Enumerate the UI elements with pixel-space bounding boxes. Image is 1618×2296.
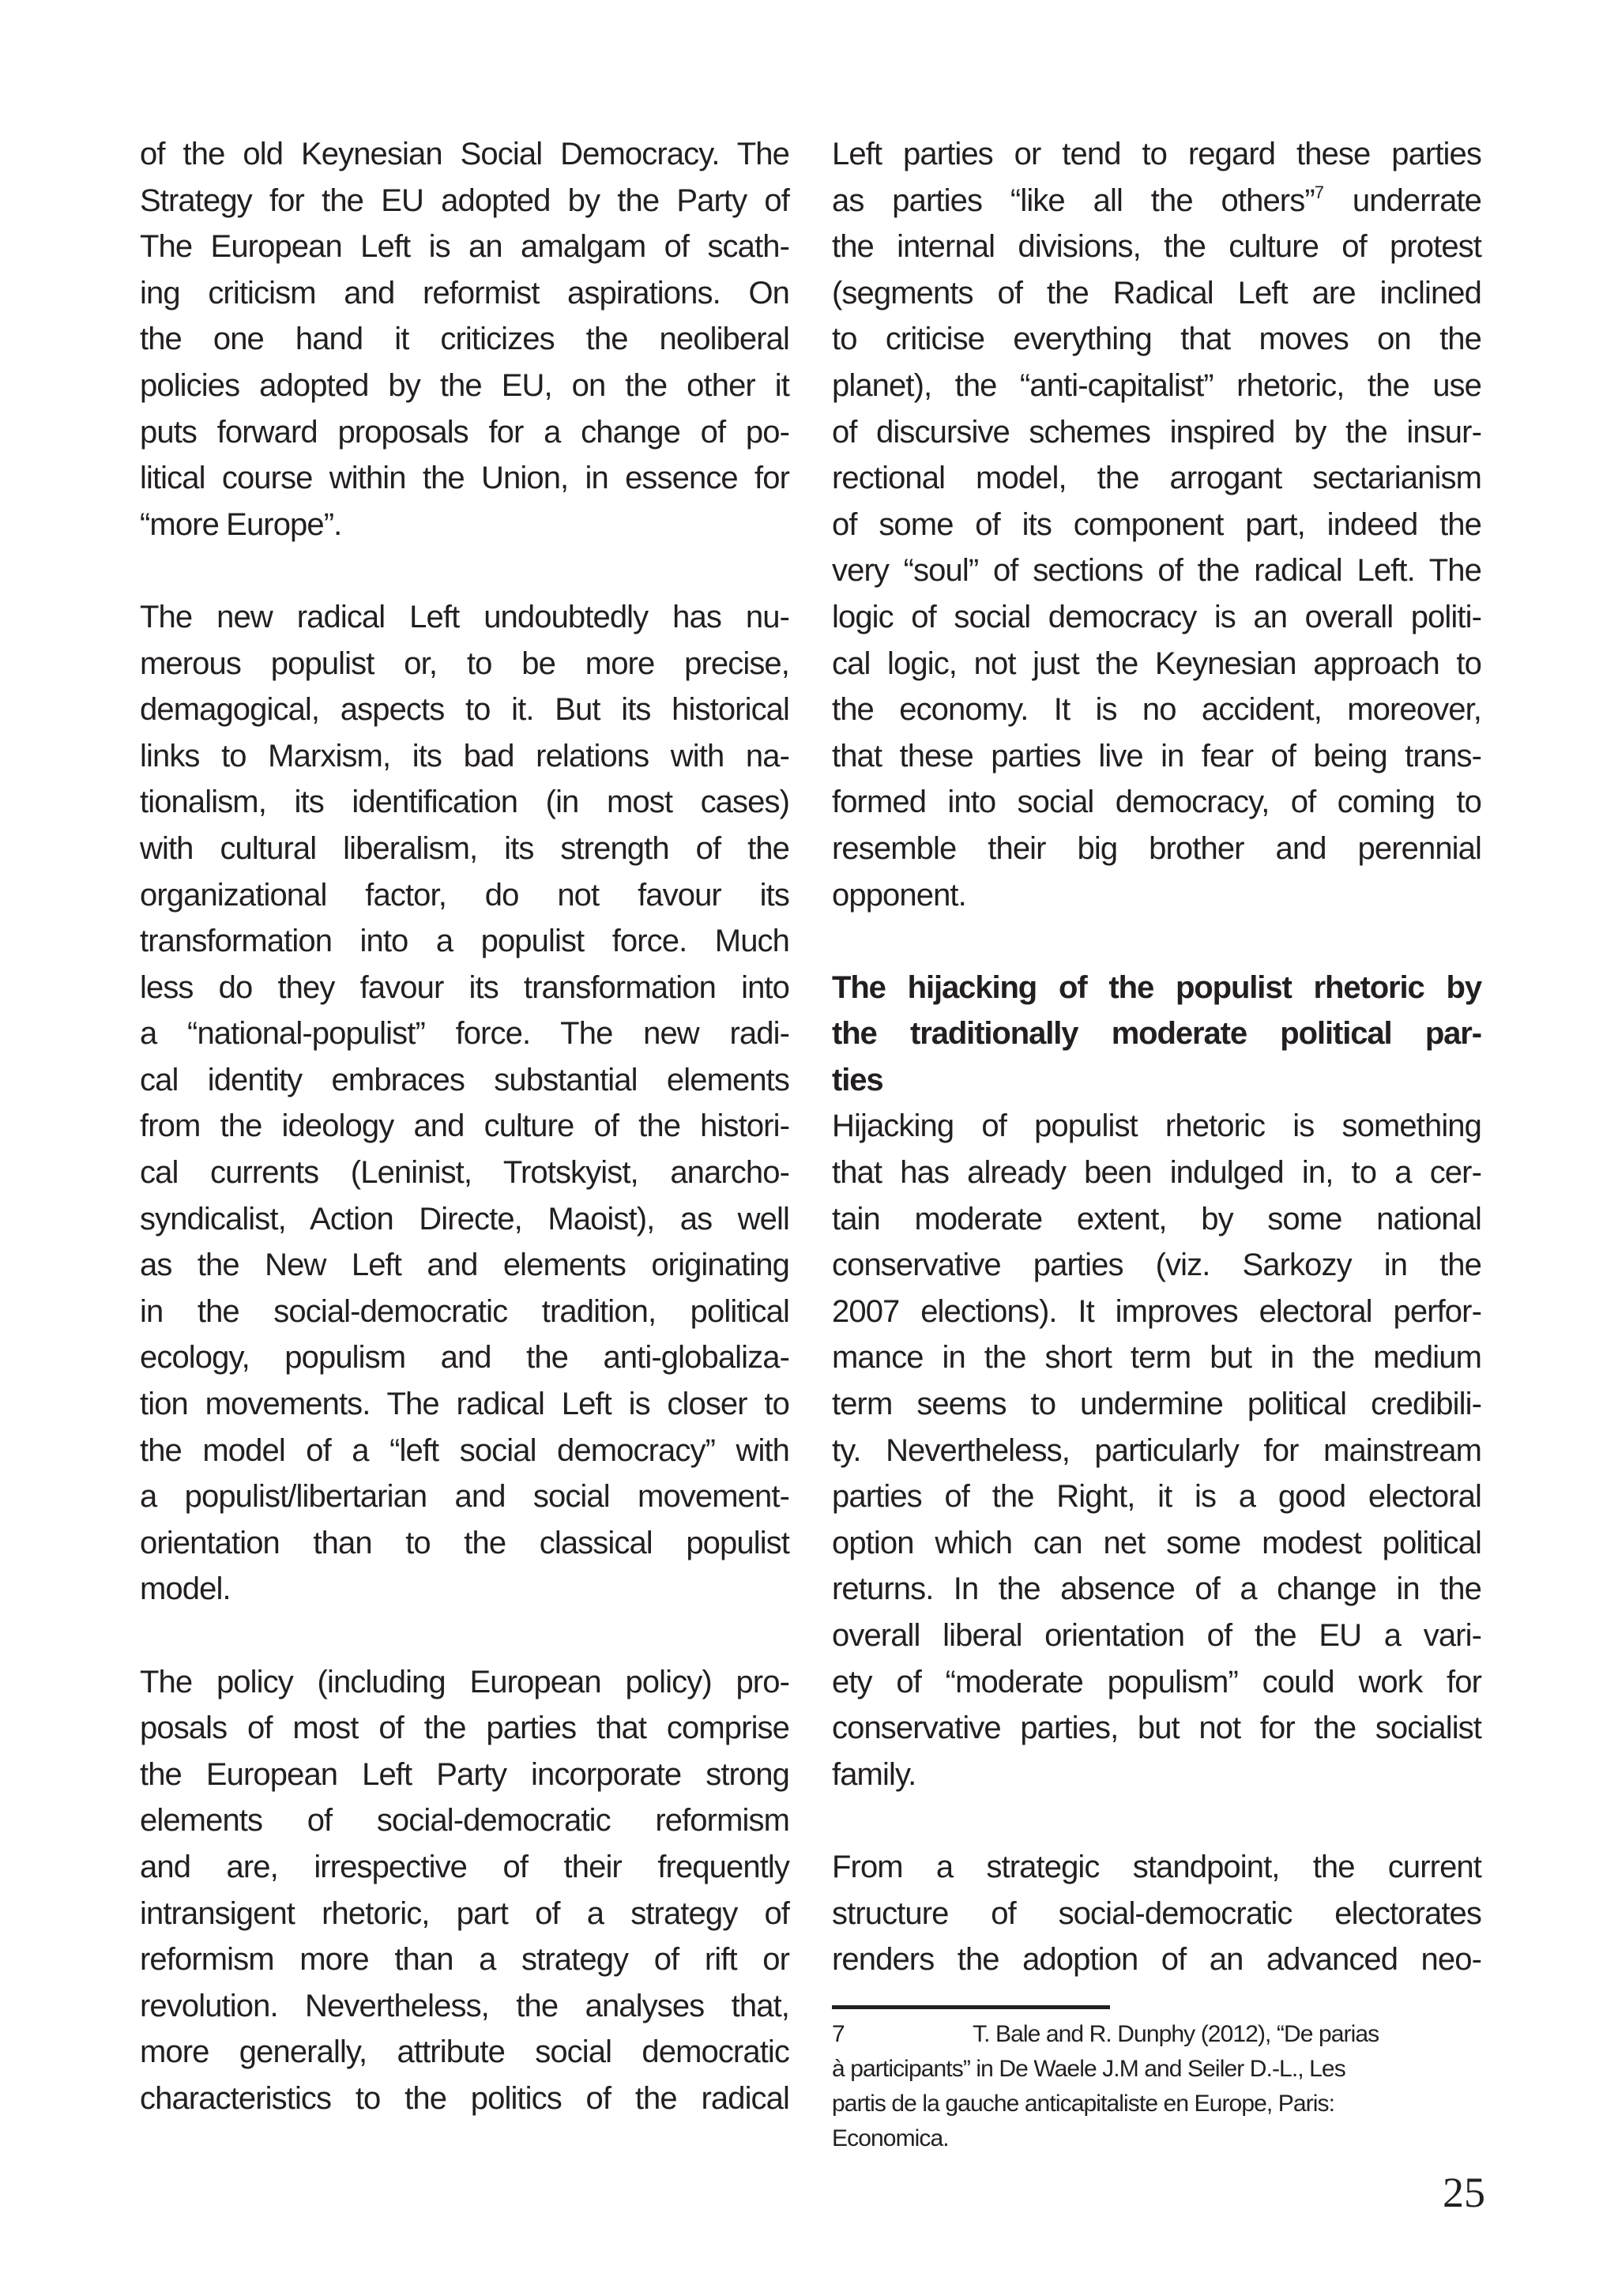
- text-segment: as parties “like all the others”: [832, 183, 1315, 218]
- text-line: puts forward proposals for a change of po-: [140, 414, 789, 450]
- footnote-7: [832, 2017, 1480, 2156]
- text-line: Strategy for the EU adopted by the Party of: [140, 183, 789, 218]
- text-line: Left parties or tend to regard these parties: [832, 137, 1481, 171]
- text-line: organizational factor, do not favour its: [140, 877, 789, 913]
- right-column: [832, 131, 1481, 1983]
- paragraph-left-parties: [832, 131, 1481, 918]
- footnote-separator: [832, 2005, 1110, 2009]
- text-line: family.: [832, 1756, 916, 1792]
- text-line: The policy (including European policy) pro-: [140, 1664, 789, 1699]
- text-line: ty. Nevertheless, particularly for mainstream: [832, 1432, 1481, 1468]
- text-line: option which can net some modest political: [832, 1525, 1481, 1560]
- footnote-line: partis de la gauche anticapitaliste en Europe, Paris:: [832, 2091, 1335, 2117]
- text-line: from the ideology and culture of the histori-: [140, 1108, 789, 1144]
- text-line: conservative parties (viz. Sarkozy in the: [832, 1248, 1481, 1283]
- page-number: 25: [1443, 2169, 1485, 2216]
- text-line: returns. In the absence of a change in the: [832, 1571, 1481, 1607]
- text-line: that has already been indulged in, to a cer-: [832, 1155, 1481, 1191]
- footnote-line: [832, 2017, 1480, 2052]
- text-line: merous populist or, to be more precise,: [140, 646, 789, 681]
- text-line: revolution. Nevertheless, the analyses that,: [140, 1988, 789, 2023]
- text-line: cal identity embraces substantial elements: [140, 1062, 789, 1097]
- text-line: the one hand it criticizes the neoliberal: [140, 322, 789, 357]
- text-line: as the New Left and elements originating: [140, 1248, 789, 1283]
- text-line: Hijacking of populist rhetoric is something: [832, 1108, 1481, 1144]
- text-line: posals of most of the parties that comprise: [140, 1711, 789, 1746]
- text-line: formed into social democracy, of coming to: [832, 785, 1481, 820]
- text-line: that these parties live in fear of being trans-: [832, 738, 1481, 773]
- text-line: cal currents (Leninist, Trotskyist, anarcho-: [140, 1155, 789, 1191]
- heading-line: the traditionally moderate political par-: [832, 1016, 1481, 1052]
- text-line: conservative parties, but not for the socialist: [832, 1711, 1481, 1746]
- text-line: 2007 elections). It improves electoral perfor-: [832, 1293, 1481, 1329]
- text-line: of discursive schemes inspired by the insur-: [832, 414, 1481, 450]
- paragraph-hijacking: [832, 1103, 1481, 1797]
- text-line: model.: [140, 1571, 231, 1607]
- text-line: opponent.: [832, 877, 966, 913]
- text-line: litical course within the Union, in essence for: [140, 461, 789, 496]
- text-line: reformism more than a strategy of rift or: [140, 1942, 789, 1978]
- text-line: term seems to undermine political credibili-: [832, 1387, 1481, 1422]
- text-line: of the old Keynesian Social Democracy. The: [140, 137, 789, 171]
- text-line: renders the adoption of an advanced neo-: [832, 1942, 1481, 1978]
- text-line: less do they favour its transformation into: [140, 969, 789, 1005]
- text-line: and are, irrespective of their frequently: [140, 1849, 789, 1884]
- text-line: more generally, attribute social democratic: [140, 2034, 789, 2070]
- footnote-text: T. Bale and R. Dunphy (2012), “De parias: [973, 2021, 1379, 2047]
- text-line: tionalism, its identification (in most cases): [140, 785, 789, 820]
- text-line: logic of social democracy is an overall politi-: [832, 599, 1481, 634]
- text-line: From a strategic standpoint, the current: [832, 1849, 1481, 1884]
- text-line: rectional model, the arrogant sectarianism: [832, 461, 1481, 496]
- text-line: to criticise everything that moves on the: [832, 322, 1481, 357]
- text-line: policies adopted by the EU, on the other it: [140, 367, 789, 403]
- paragraph-gap: [140, 548, 789, 594]
- text-line: characteristics to the politics of the radical: [140, 2080, 789, 2116]
- text-line-with-footnote-ref: [832, 178, 1481, 224]
- paragraph-keynesian-strategy: [140, 131, 789, 548]
- paragraph-gap: [140, 1613, 789, 1659]
- left-column: [140, 131, 789, 2122]
- text-line: a populist/libertarian and social movement-: [140, 1479, 789, 1515]
- text-segment: underrate: [1324, 183, 1481, 218]
- text-line: overall liberal orientation of the EU a vari-: [832, 1618, 1481, 1653]
- text-line: syndicalist, Action Directe, Maoist), as well: [140, 1201, 789, 1236]
- paragraph-new-radical-left: [140, 594, 789, 1613]
- heading-line: ties: [832, 1062, 883, 1097]
- paragraph-gap: [832, 918, 1481, 965]
- text-line: ety of “moderate populism” could work for: [832, 1664, 1481, 1699]
- text-line: orientation than to the classical populist: [140, 1525, 789, 1560]
- text-line: mance in the short term but in the medium: [832, 1340, 1481, 1376]
- text-line: ing criticism and reformist aspirations. On: [140, 275, 789, 311]
- text-line: demagogical, aspects to it. But its historical: [140, 692, 789, 728]
- footnote-reference-7[interactable]: 7: [1314, 182, 1324, 202]
- text-line: with cultural liberalism, its strength of the: [140, 830, 789, 866]
- paragraph-policy-proposals: [140, 1659, 789, 2122]
- text-line: of some of its component part, indeed the: [832, 506, 1481, 542]
- text-line: resemble their big brother and perennial: [832, 830, 1481, 866]
- text-line: tion movements. The radical Left is closer to: [140, 1387, 789, 1422]
- text-line: (segments of the Radical Left are inclined: [832, 275, 1481, 311]
- paragraph-gap: [832, 1797, 1481, 1844]
- footnote-line: Economica.: [832, 2125, 949, 2151]
- text-line: intransigent rhetoric, part of a strategy of: [140, 1895, 789, 1931]
- heading-line: The hijacking of the populist rhetoric by: [832, 969, 1481, 1005]
- text-line: links to Marxism, its bad relations with na-: [140, 738, 789, 773]
- text-line: tain moderate extent, by some national: [832, 1201, 1481, 1236]
- footnote-line: à participants” in De Waele J.M and Seiler D.-L., Les: [832, 2056, 1345, 2082]
- text-line: the economy. It is no accident, moreover,: [832, 692, 1481, 728]
- text-line: a “national-populist” force. The new radi-: [140, 1016, 789, 1052]
- text-line: the European Left Party incorporate strong: [140, 1756, 789, 1792]
- section-heading: [832, 965, 1481, 1104]
- text-line: planet), the “anti-capitalist” rhetoric, the use: [832, 367, 1481, 403]
- text-line: the model of a “left social democracy” with: [140, 1432, 789, 1468]
- text-line: parties of the Right, it is a good electoral: [832, 1479, 1481, 1515]
- text-line: very “soul” of sections of the radical Left. The: [832, 553, 1481, 589]
- text-line: elements of social-democratic reformism: [140, 1803, 789, 1839]
- text-line: the internal divisions, the culture of protest: [832, 229, 1481, 265]
- paragraph-strategic-standpoint: [832, 1844, 1481, 1983]
- text-line: structure of social-democratic electorates: [832, 1895, 1481, 1931]
- text-line: ecology, populism and the anti-globaliza-: [140, 1340, 789, 1376]
- text-line: transformation into a populist force. Much: [140, 924, 789, 959]
- text-line: The new radical Left undoubtedly has nu-: [140, 599, 789, 634]
- text-line: cal logic, not just the Keynesian approach to: [832, 646, 1481, 681]
- text-line: in the social-democratic tradition, political: [140, 1293, 789, 1329]
- text-line: “more Europe”.: [140, 506, 342, 542]
- text-line: The European Left is an amalgam of scath-: [140, 229, 789, 265]
- footnote-number: 7: [832, 2021, 845, 2047]
